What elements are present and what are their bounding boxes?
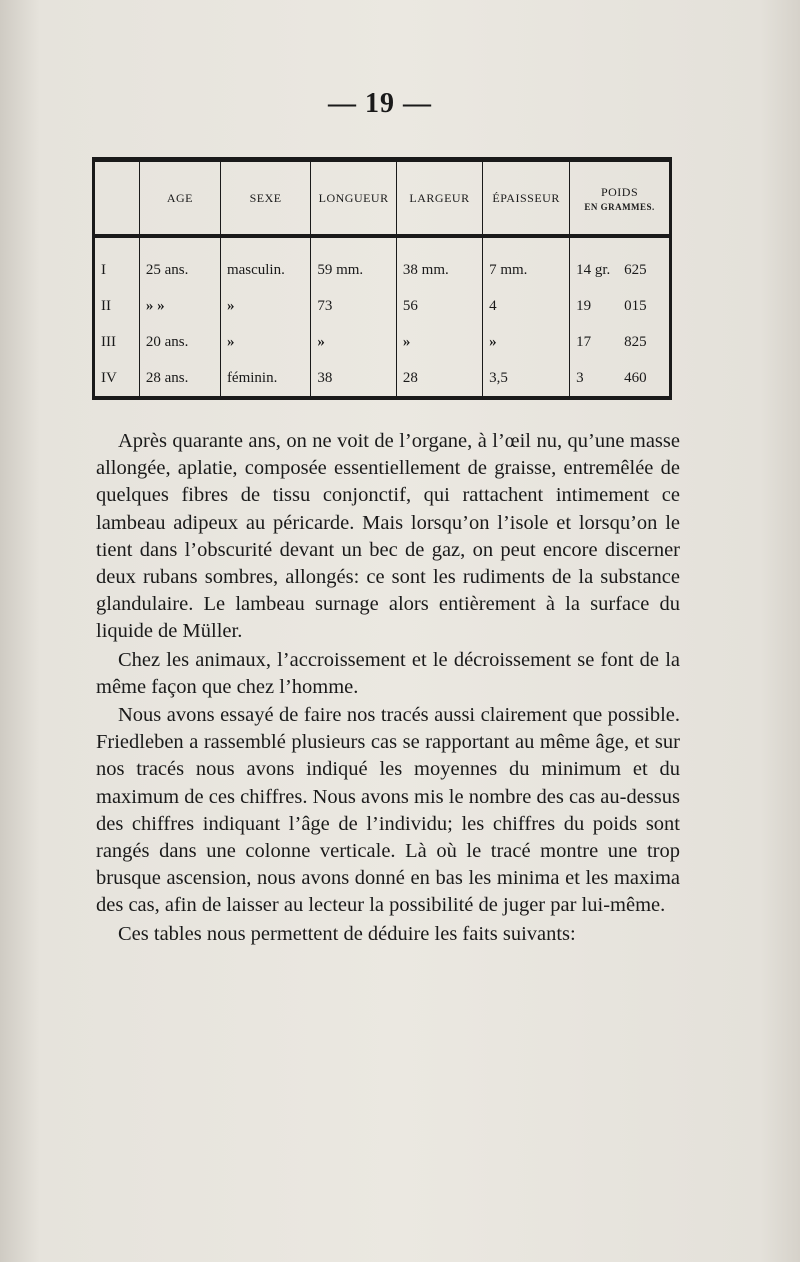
header-sexe: SEXE <box>220 160 310 237</box>
table-row <box>94 236 671 288</box>
header-epaisseur: ÉPAISSEUR <box>483 160 570 237</box>
header-largeur: LARGEUR <box>396 160 482 237</box>
cell-largeur: 56 <box>396 288 482 324</box>
cell-num: III <box>94 324 140 360</box>
cell-poids-grams: 14 gr. <box>576 261 611 278</box>
cell-longueur: » <box>311 324 397 360</box>
cell-epaisseur: 3,5 <box>483 360 570 398</box>
table-row <box>94 360 671 398</box>
cell-poids <box>570 324 671 360</box>
cell-num: II <box>94 288 140 324</box>
header-number <box>94 160 140 237</box>
cell-poids-grams: 19 <box>576 297 592 314</box>
cell-largeur: 28 <box>396 360 482 398</box>
cell-sexe: » <box>220 324 310 360</box>
header-poids <box>570 160 671 237</box>
measurements-table <box>92 157 672 400</box>
paragraph: Chez les animaux, l’accroissement et le décroissement se font de la même façon que chez l’homme. <box>96 648 680 698</box>
page-number: — 19 — <box>0 88 760 120</box>
cell-age: 25 ans. <box>139 236 220 288</box>
cell-poids <box>570 288 671 324</box>
cell-num: I <box>94 236 140 288</box>
cell-epaisseur: » <box>483 324 570 360</box>
cell-sexe: féminin. <box>220 360 310 398</box>
cell-age: 20 ans. <box>139 324 220 360</box>
cell-longueur: 59 mm. <box>311 236 397 288</box>
cell-epaisseur: 4 <box>483 288 570 324</box>
cell-largeur: » <box>396 324 482 360</box>
header-poids-unit: EN GRAMMES. <box>584 201 655 212</box>
cell-longueur: 38 <box>311 360 397 398</box>
cell-poids-grams: 17 <box>576 333 592 350</box>
data-table-container <box>92 157 672 395</box>
cell-poids-decimals: 825 <box>624 333 647 350</box>
table-header-row <box>94 160 671 237</box>
header-age: AGE <box>139 160 220 237</box>
cell-largeur: 38 mm. <box>396 236 482 288</box>
cell-poids-decimals: 460 <box>624 369 647 386</box>
cell-age: 28 ans. <box>139 360 220 398</box>
paragraph: Nous avons essayé de faire nos tracés aussi clairement que possible. Friedleben a rassemblé plusieurs cas se rapportant au même âge, et sur nos tracés nous avons indiqué les moyennes du minimum et du maximum de ces chiffres. Nous avons mis le nombre des cas au-dessus des chiffres indiquant l’âge de l’individu; les chiffres du poids sont rangés dans une colonne verticale. Là où le tracé montre une trop brusque ascension, nous avons donné en bas les minima et les maxima des cas, afin de laisser au lecteur la possibilité de juger par lui-même. <box>96 704 680 917</box>
cell-poids-decimals: 625 <box>624 261 647 278</box>
table-row <box>94 324 671 360</box>
cell-poids <box>570 236 671 288</box>
cell-poids <box>570 360 671 398</box>
cell-longueur: 73 <box>311 288 397 324</box>
cell-epaisseur: 7 mm. <box>483 236 570 288</box>
cell-poids-grams: 3 <box>576 369 584 386</box>
body-text <box>96 428 680 948</box>
cell-sexe: » <box>220 288 310 324</box>
cell-num: IV <box>94 360 140 398</box>
header-longueur: LONGUEUR <box>311 160 397 237</box>
cell-sexe: masculin. <box>220 236 310 288</box>
header-poids-label: POIDS <box>600 184 639 199</box>
paragraph: Ces tables nous permettent de déduire les faits suivants: <box>118 922 576 945</box>
paragraph: Après quarante ans, on ne voit de l’organe, à l’œil nu, qu’une masse allongée, aplatie, composée essentiellement de graisse, entremêlée de quelques fibres de tissu conjonctif, qui rattachent intimement ce lambeau adipeux au péricarde. Mais lorsqu’on l’isole et lorsqu’on le tient dans l’obscurité devant un bec de gaz, on peut encore discerner deux rubans sombres, allongés: ce sont les rudiments de la substance glandulaire. Le lambeau surnage alors entièrement à la surface du liquide de Müller. <box>96 430 680 643</box>
table-row <box>94 288 671 324</box>
cell-poids-decimals: 015 <box>624 297 647 314</box>
cell-age: » » <box>139 288 220 324</box>
